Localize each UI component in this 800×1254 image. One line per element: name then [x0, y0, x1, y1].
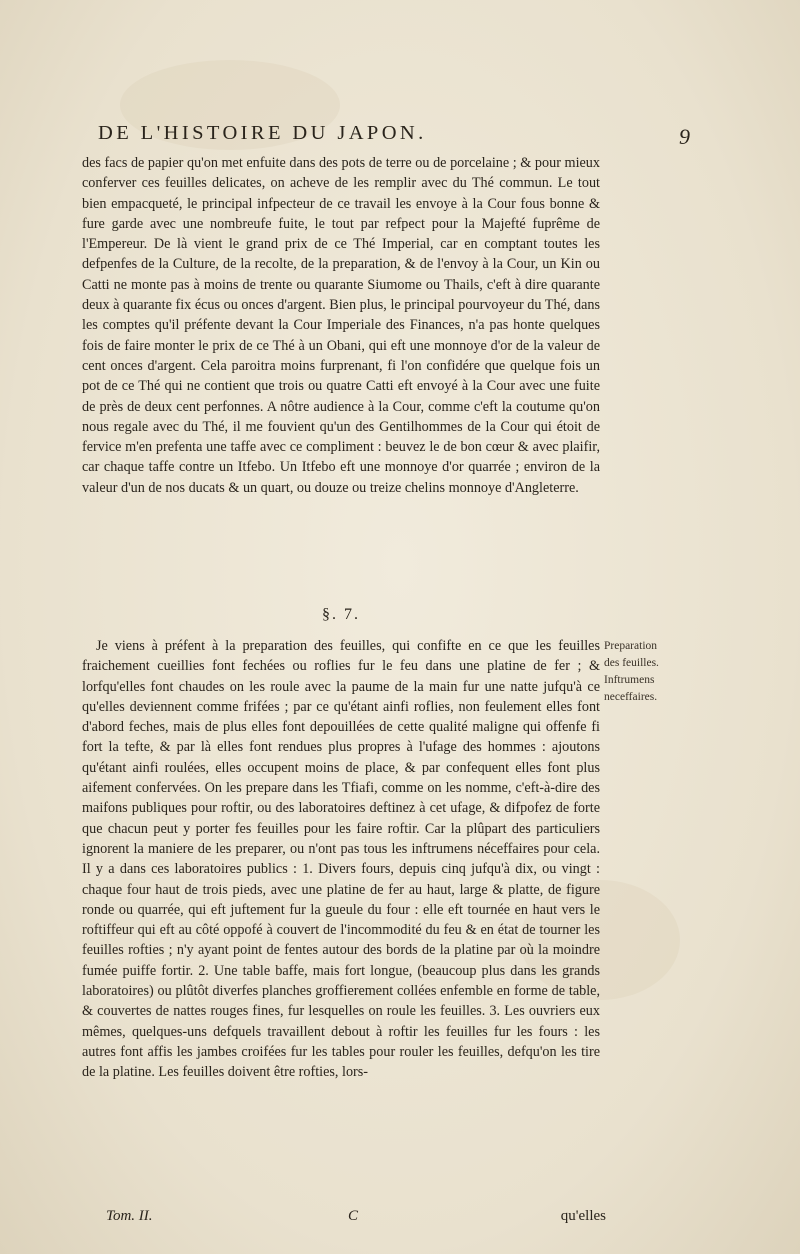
section-heading: §. 7. — [322, 606, 360, 623]
paragraph: des facs de papier qu'on met enfuite dans des pots de terre ou de porcelaine ; & pour mieux conferver ces feuilles delicates, on acheve de les remplir avec du Thé commun. Le tout bien empacqueté, le principal infpecteur de ce travail les envoye à la Cour fous bonne & fure garde avec une nombreufe fuite, le tout par refpect pour la Majefté fuprême de l'Empereur. De là vient le grand prix de ce Thé Imperial, car en comptant toutes les defpenfes de la Culture, de la recolte, de la preparation, & de l'envoy à la Cour, un Kin ou Catti ne monte pas à moins de trente ou quarante Siumome ou Thails, c'eft à dire quarante deux à quarante fix écus ou onces d'argent. Bien plus, le principal pourvoyeur du Thé, dans les comptes qu'il préfente devant la Cour Imperiale des Finances, n'a pas honte quelques fois de faire monter le prix de ce Thé à un Obani, qui eft une monnoye d'or de la valeur de cent onces d'argent. Cela paroitra moins furprenant, fi l'on confidére que quelque fois un pot de ce Thé qui ne contient que trois ou quatre Catti eft envoyé à la Cour avec une fuite de près de deux cent perfonnes. A nôtre audience à la Cour, comme c'eft la coutume qu'on nous regale avec du Thé, il me fouvient qu'un des Gentilhommes de la Cour qui étoit de fervice m'en prefenta une taffe avec ce compliment : beuvez le de bon cœur & avec plaifir, car chaque taffe contre un Itfebo. Un Itfebo eft une monnoye d'or quarrée ; environ de la valeur d'un de nos ducats & un quart, ou douze ou treize chelins monnoye d'Angleterre. — [82, 155, 600, 496]
catchword: qu'elles — [560, 1208, 606, 1224]
running-title: DE L'HISTOIRE DU JAPON. — [98, 122, 427, 144]
page-footer — [82, 1208, 606, 1232]
volume-label: Tom. II. — [106, 1208, 153, 1224]
body-text-top — [82, 153, 600, 498]
page-header — [82, 122, 690, 154]
page-number: 9 — [679, 124, 690, 149]
signature-mark: C — [348, 1208, 359, 1224]
paragraph: Je viens à préfent à la preparation des feuilles, qui confifte en ce que les feuilles fraichement cueillies font fechées ou roflies fur le feu dans une platine de fer ; & lorfqu'elles font chaudes on les roule avec la paume de la main fur une natte jufqu'à ce qu'elles deviennent comme frifées ; par ce qu'étant ainfi roflies, non feulement elles font d'abord feches, mais de plus elles font depouillées de cette qualité maligne qui offenfe fi fort la tefte, & par là elles font rendues plus propres à l'ufage des hommes : ajoutons qu'étant ainfi roulées, elles occupent moins de place, & par confequent elles font plus aifement confervées. On les prepare dans les Tfiafi, comme on les nomme, c'eft-à-dire des maifons publiques pour roftir, ou des laboratoires deftinez à cet ufage, & difpofez de forte que chacun peut y porter fes feuilles pour les faire roftir. Car la plûpart des particuliers ignorent la maniere de les preparer, ou n'ont pas tous les inftrumens néceffaires pour cela. Il y a dans ces laboratoires publics : 1. Divers fours, depuis cinq jufqu'à dix, ou vingt : chaque four haut de trois pieds, avec une platine de fer au haut, large & platte, de figure ronde ou quarrée, qui eft juftement fur la gueule du four : elle eft tournée en haut vers le roftiffeur qui eft au côté oppofé à couvert de l'incommodité du feu & en état de tourner les feuilles rofties ; n'y ayant point de fentes autour des bords de la platine par où la moindre fumée puiffe fortir. 2. Une table baffe, mais fort longue, (beaucoup plus dans les grands laboratoires) ou plûtôt diverfes planches groffierement collées enfemble en forme de table, & couvertes de nattes rouges fines, fur lesquelles on roule les feuilles. 3. Les ouvriers eux mêmes, quelques-uns defquels travaillent debout à roftir les feuilles fur les fours : les autres font affis les jambes croifées fur les tables pour rouler les feuilles, defqu'on les tire de la platine. Les feuilles doivent être rofties, lors- — [82, 638, 600, 1081]
body-text-bottom — [82, 636, 600, 1083]
margin-note: Preparation des feuilles. Inftrumens neceffaires. — [604, 640, 659, 703]
